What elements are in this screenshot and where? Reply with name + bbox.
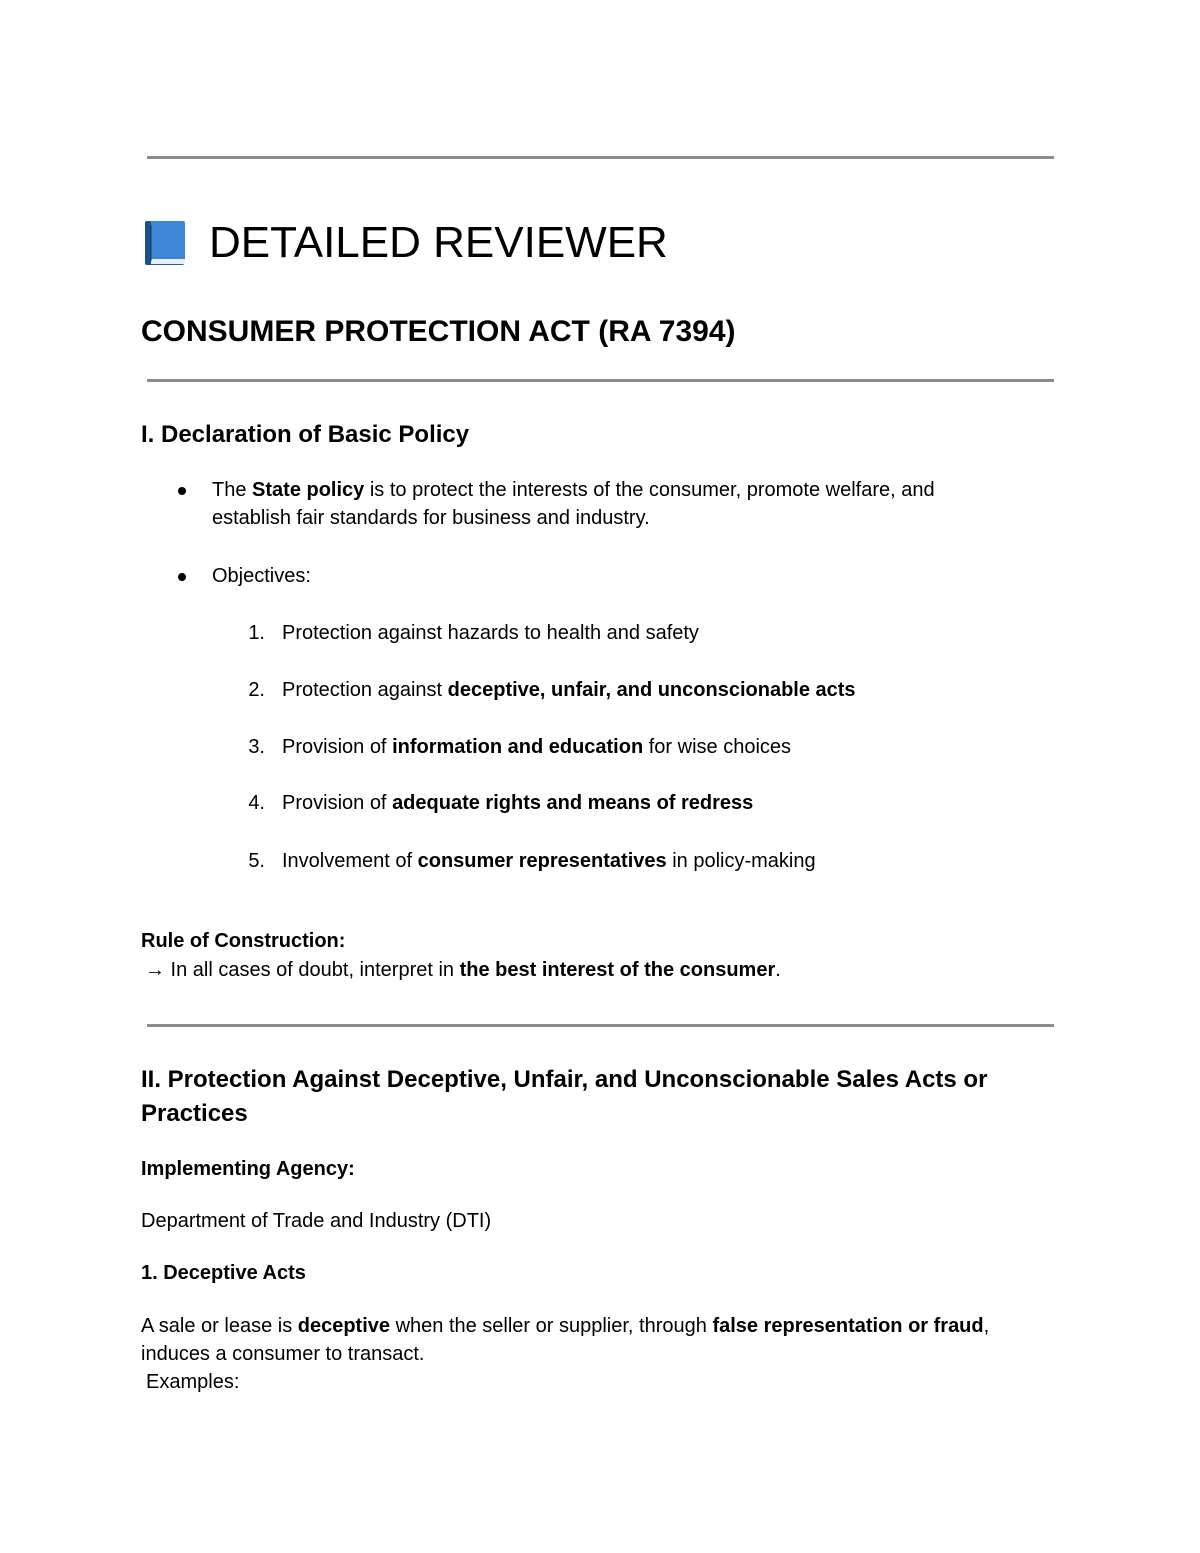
- document-title: [143, 215, 668, 271]
- section-1-heading: I. Declaration of Basic Policy: [141, 421, 470, 448]
- objectives-label: Objectives:: [212, 565, 311, 587]
- bullet-dot: [178, 573, 186, 581]
- bullet-dot: [178, 487, 186, 495]
- document-subtitle: CONSUMER PROTECTION ACT (RA 7394): [141, 315, 736, 348]
- list-number: 2.: [248, 679, 265, 701]
- policy-bullet-line-1: The State policy is to protect the interests of the consumer, promote welfare, and: [212, 479, 935, 501]
- examples-label: Examples:: [146, 1371, 240, 1393]
- horizontal-rule: [147, 379, 1054, 382]
- rule-of-construction-text: → In all cases of doubt, interpret in the best interest of the consumer.: [145, 959, 781, 981]
- list-number: 1.: [248, 622, 265, 644]
- list-number: 3.: [248, 736, 265, 758]
- objective-item: Involvement of consumer representatives in policy-making: [282, 850, 816, 872]
- horizontal-rule: [147, 156, 1054, 159]
- deceptive-acts-text-line-1: A sale or lease is deceptive when the seller or supplier, through false representation or fraud,: [141, 1315, 990, 1337]
- title-text: DETAILED REVIEWER: [209, 218, 668, 267]
- implementing-agency-label: Implementing Agency:: [141, 1158, 355, 1180]
- blue-book-icon: [143, 219, 187, 267]
- rule-of-construction-label: Rule of Construction:: [141, 930, 346, 952]
- implementing-agency-value: Department of Trade and Industry (DTI): [141, 1210, 492, 1232]
- objective-item: Provision of adequate rights and means of redress: [282, 792, 754, 814]
- horizontal-rule: [147, 1024, 1054, 1027]
- section-2-heading-line-2: Practices: [141, 1100, 248, 1127]
- list-number: 4.: [248, 792, 265, 814]
- objective-item: Provision of information and education for wise choices: [282, 736, 792, 758]
- list-number: 5.: [248, 850, 265, 872]
- policy-bullet-line-2: establish fair standards for business and industry.: [212, 507, 650, 529]
- deceptive-acts-text-line-2: induces a consumer to transact.: [141, 1343, 425, 1365]
- objective-item: Protection against deceptive, unfair, and unconscionable acts: [282, 679, 856, 701]
- section-2-heading-line-1: II. Protection Against Deceptive, Unfair, and Unconscionable Sales Acts or: [141, 1066, 988, 1093]
- deceptive-acts-heading: 1. Deceptive Acts: [141, 1262, 306, 1284]
- objective-item: Protection against hazards to health and safety: [282, 622, 699, 644]
